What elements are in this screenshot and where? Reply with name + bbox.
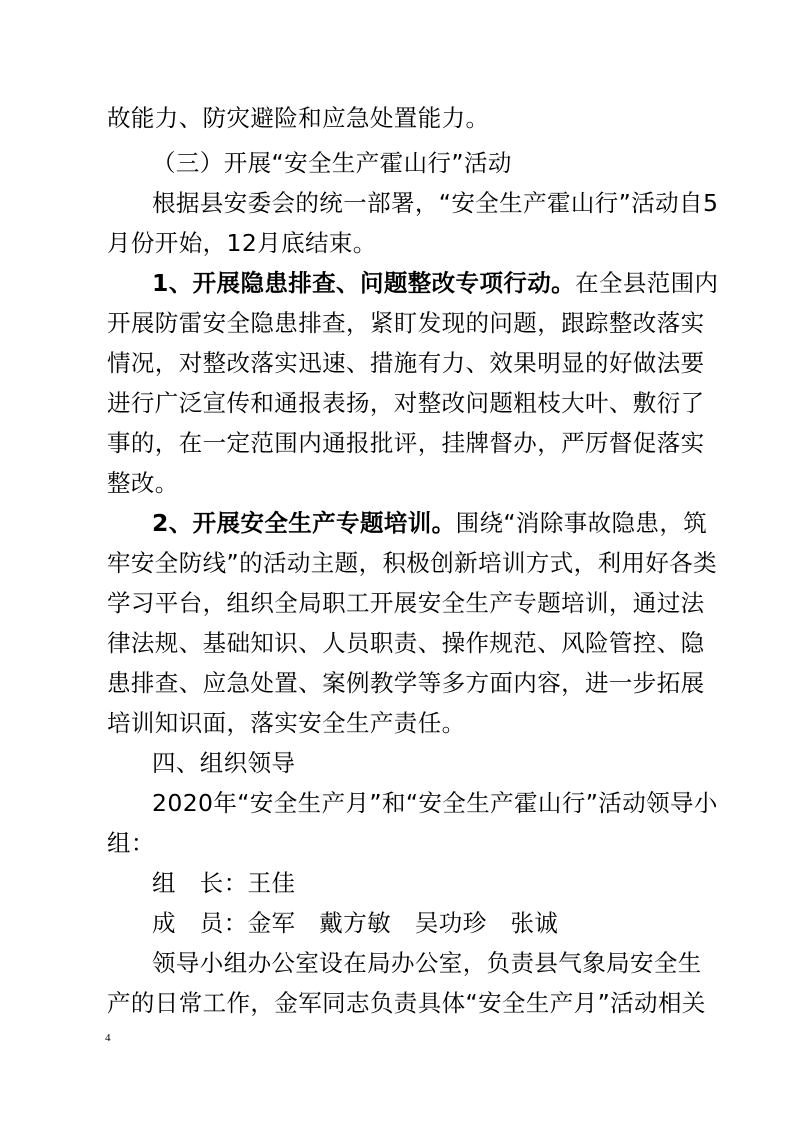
paragraph-line [107, 225, 687, 261]
line-text: 律法规、基础知识、人员职责、操作规范、风险管控、隐 [107, 629, 705, 657]
paragraph-line [152, 505, 708, 541]
paragraph-line [107, 625, 705, 661]
line-text: 培训知识面，落实安全生产责任。 [107, 709, 466, 737]
line-text: 情况，对整改落实迅速、措施有力、效果明显的好做法要 [107, 349, 705, 377]
paragraph-line [107, 100, 687, 136]
paragraph-line [107, 665, 705, 701]
bold-lead-text: 1、开展隐患排查、问题整改专项行动。 [152, 269, 576, 297]
line-text: 牢安全防线”的活动主题，积极创新培训方式，利用好各类 [107, 549, 718, 577]
line-text: 学习平台，组织全局职工开展安全生产专题培训，通过法 [107, 589, 705, 617]
line-text: 2020年“安全生产月”和“安全生产霍山行”活动领导小 [152, 789, 718, 817]
paragraph-line [107, 585, 705, 621]
heading-text: （三）开展“安全生产霍山行”活动 [152, 149, 512, 177]
bold-lead-text: 2、开展安全生产专题培训。 [152, 509, 456, 537]
paragraph-line [152, 785, 718, 821]
line-text: 根据县安委会的统一部署，“安全生产霍山行”活动自5 [152, 189, 719, 217]
line-text: 事的，在一定范围内通报批评，挂牌督办，严厉督促落实 [107, 429, 705, 457]
line-text: 成 员：金军 戴方敏 吴功珍 张诚 [152, 909, 559, 937]
paragraph-line [152, 265, 719, 301]
paragraph-line [107, 465, 687, 501]
line-text: 故能力、防灾避险和应急处置能力。 [107, 104, 490, 132]
paragraph-line [107, 385, 705, 421]
line-text: 月份开始，12月底结束。 [107, 229, 377, 257]
section-heading [152, 745, 687, 781]
line-text: 围绕“消除事故隐患，筑 [455, 509, 708, 537]
line-text: 产的日常工作，金军同志负责具体“安全生产月”活动相关 [107, 989, 706, 1017]
line-text: 在全县范围内 [575, 269, 719, 297]
paragraph-line [107, 985, 706, 1021]
paragraph-line [107, 425, 705, 461]
paragraph-line [152, 185, 719, 221]
line-text: 患排查、应急处置、案例教学等多方面内容，进一步拓展 [107, 669, 705, 697]
heading-text: 四、组织领导 [152, 749, 296, 777]
paragraph-line [107, 305, 705, 341]
paragraph-line [107, 825, 687, 861]
line-text: 组 长：王佳 [152, 869, 296, 897]
line-text: 开展防雷安全隐患排查，紧盯发现的问题，跟踪整改落实 [107, 309, 705, 337]
members-line [152, 905, 687, 941]
line-text: 整改。 [107, 469, 179, 497]
page-number: 4 [105, 1032, 111, 1044]
paragraph-line [152, 945, 702, 981]
line-text: 领导小组办公室设在局办公室，负责县气象局安全生 [152, 949, 702, 977]
paragraph-line [107, 545, 718, 581]
line-text: 组： [107, 829, 155, 857]
section-heading [152, 145, 687, 181]
leader-line [152, 865, 687, 901]
paragraph-line [107, 705, 687, 741]
line-text: 进行广泛宣传和通报表扬，对整改问题粗枝大叶、敷衍了 [107, 389, 705, 417]
paragraph-line [107, 345, 705, 381]
